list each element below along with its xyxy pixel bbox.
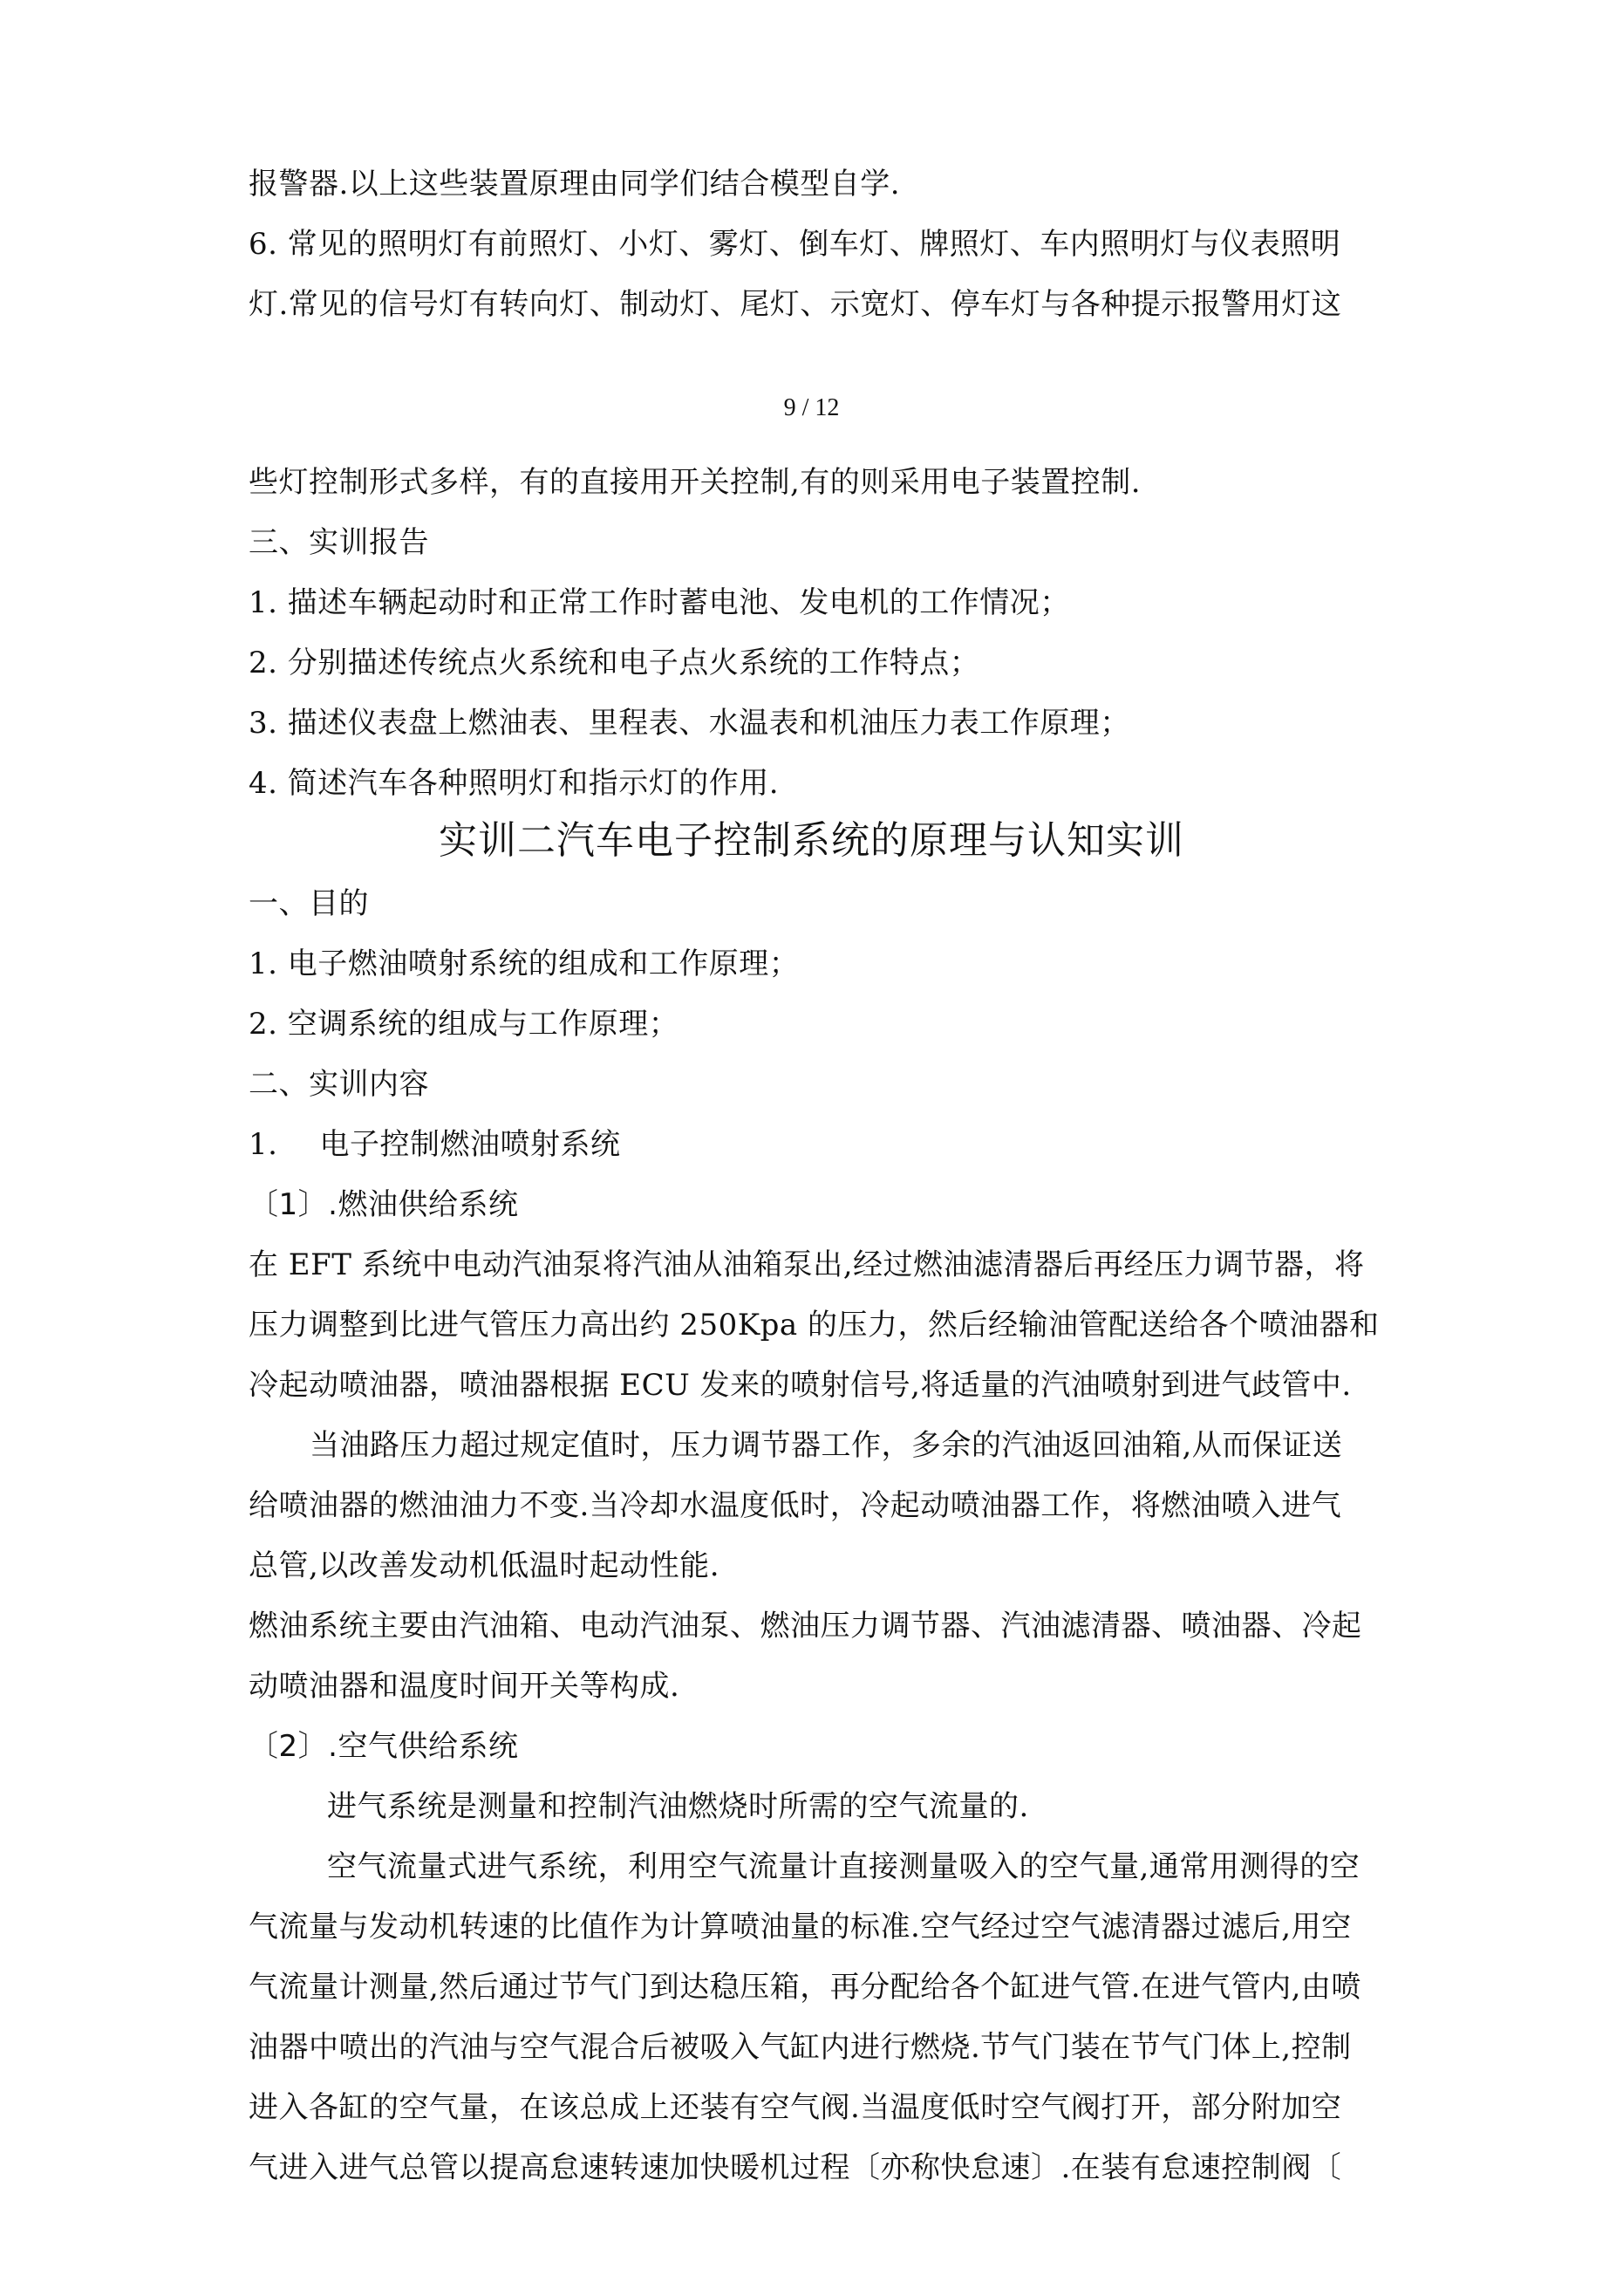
paragraph-line: 空气流量式进气系统，利用空气流量计直接测量吸入的空气量,通常用测得的空: [327, 1849, 1360, 1884]
paragraph-line: 压力调整到比进气管压力高出约 250Kpa 的压力，然后经输油管配送给各个喷油器和: [249, 1308, 1380, 1343]
chapter-title: 实训二汽车电子控制系统的原理与认知实训: [439, 818, 1184, 863]
paragraph-line: 油器中喷出的汽油与空气混合后被吸入气缸内进行燃烧.节气门装在节气门体上,控制: [249, 2030, 1352, 2065]
paragraph-line: 动喷油器和温度时间开关等构成.: [249, 1669, 680, 1704]
list-item-text: 电子控制燃油喷射系统: [319, 1127, 621, 1162]
subsection-heading: 〔2〕.空气供给系统: [249, 1729, 519, 1764]
list-item: 1. 电子燃油喷射系统的组成和工作原理；: [249, 946, 800, 981]
subsection-heading: 〔1〕.燃油供给系统: [249, 1187, 519, 1222]
paragraph-line: 总管,以改善发动机低温时起动性能.: [249, 1548, 720, 1583]
text-line: 些灯控制形式多样，有的直接用开关控制,有的则采用电子装置控制.: [249, 465, 1142, 500]
list-item: [249, 1124, 1452, 1165]
section-heading: 二、实训内容: [249, 1067, 429, 1102]
text-line: 灯.常见的信号灯有转向灯、制动灯、尾灯、示宽灯、停车灯与各种提示报警用灯这: [249, 287, 1342, 322]
paragraph-line: 给喷油器的燃油油力不变.当冷却水温度低时，冷起动喷油器工作，将燃油喷入进气: [249, 1488, 1342, 1523]
paragraph-line: 进入各缸的空气量，在该总成上还装有空气阀.当温度低时空气阀打开，部分附加空: [249, 2090, 1342, 2125]
list-item: 3. 描述仪表盘上燃油表、里程表、水温表和机油压力表工作原理；: [249, 706, 1130, 741]
paragraph-line: 在 EFT 系统中电动汽油泵将汽油从油箱泵出,经过燃油滤清器后再经压力调节器，将: [249, 1247, 1365, 1282]
section-heading: 一、目的: [249, 886, 369, 921]
paragraph-line: 冷起动喷油器，喷油器根据 ECU 发来的喷射信号,将适量的汽油喷射到进气歧管中.: [249, 1368, 1352, 1403]
list-item: 2. 空调系统的组成与工作原理；: [249, 1007, 679, 1042]
list-item: 2. 分别描述传统点火系统和电子点火系统的工作特点；: [249, 646, 980, 680]
paragraph-line: 气进入进气总管以提高怠速转速加快暖机过程〔亦称快怠速〕.在装有怠速控制阀〔: [249, 2150, 1342, 2185]
paragraph-line: 当油路压力超过规定值时，压力调节器工作，多余的汽油返回油箱,从而保证送: [310, 1428, 1343, 1463]
list-number: 1.: [249, 1127, 278, 1162]
section-heading: 三、实训报告: [249, 525, 429, 560]
page-number: 9 / 12: [783, 394, 840, 421]
list-item: 1. 描述车辆起动时和正常工作时蓄电池、发电机的工作情况；: [249, 585, 1070, 620]
text-line: 6. 常见的照明灯有前照灯、小灯、雾灯、倒车灯、牌照灯、车内照明灯与仪表照明: [249, 227, 1341, 262]
list-item: 4. 简述汽车各种照明灯和指示灯的作用.: [249, 766, 780, 801]
text-line: 报警器.以上这些装置原理由同学们结合模型自学.: [249, 167, 901, 202]
paragraph-line: 气流量与发动机转速的比值作为计算喷油量的标准.空气经过空气滤清器过滤后,用空: [249, 1910, 1352, 1944]
paragraph-line: 燃油系统主要由汽油箱、电动汽油泵、燃油压力调节器、汽油滤清器、喷油器、冷起: [249, 1609, 1362, 1643]
paragraph-line: 进气系统是测量和控制汽油燃烧时所需的空气流量的.: [327, 1789, 1029, 1824]
paragraph-line: 气流量计测量,然后通过节气门到达稳压箱，再分配给各个缸进气管.在进气管内,由喷: [249, 1970, 1361, 2005]
